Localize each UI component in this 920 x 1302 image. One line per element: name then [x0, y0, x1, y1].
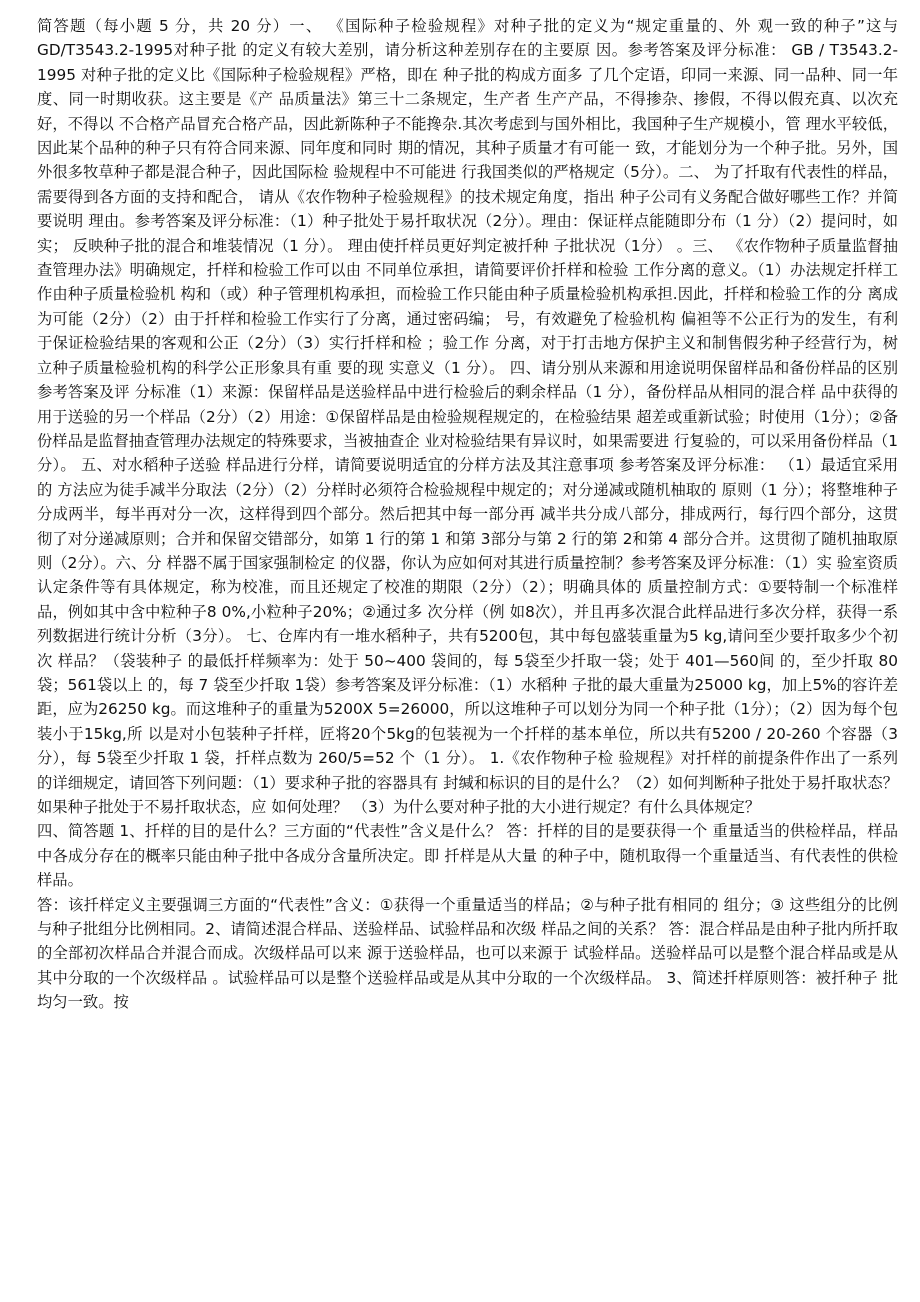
paragraph-sampling-definition: 答：该扦样定义主要强调三方面的“代表性”含义：①获得一个重量适当的样品；②与种子批有相同的 组分；③ 这些组分的比例与种子批组分比例相同。2、请简述混合样品、送验样品、试验样品和次级 样品之间的关系？ 答：混合样品是由种子批内所扦取的全部初次样品合并混合而成。次级样品可以来 源于送验样品，也可以来源于 试验样品。送验样品可以是整个混合样品或是从其中分取的一个次级样品 。试验样品可以是整个送验样品或是从其中分取的一个次级样品。 3、简述扦样原则答：被扦种子 批均匀一致。按 [37, 895, 898, 1012]
paragraph-answers: 简答题（每小题 5 分，共 20 分）一、 《国际种子检验规程》对种子批的定义为“规定重量的、外 观一致的种子”这与GD/T3543.2-1995对种子批 的定义有较大差别，请分析这种差别存在的主要原 因。参考答案及评分标准： GB / T3543.2-1995 对种子批的定义比《国际种子检验规程》严格，即在 种子批的构成方面多 了几个定语，印同一来源、同一品种、同一年度、同一时期收获。这主要是《产 品质量法》第三十二条规定，生产者 生产产品，不得掺杂、掺假，不得以假充真、以次充好，不得以 不合格产品冒充合格产品，因此新陈种子不能搀杂.其次考虑到与国外相比，我国种子生产规模小，管 理水平较低，因此某个品种的种子只有符合同来源、同年度和同时 期的情况，其种子质量才有可能一 致，才能划分为一个种子批。另外，国外很多牧草种子都是混合种子，因此国际检 验规程中不可能进 行我国类似的严格规定（5分）。二、 为了扦取有代表性的样品，需要得到各方面的支持和配合， 请从《农作物种子检验规程》的技术规定角度，指出 种子公司有义务配合做好哪些工作？并简要说明 理由。参考答案及评分标准：（1）种子批处于易扦取状况（2分）。理由：保证样点能随即分布（1 分）（2）提问时，如实； 反映种子批的混合和堆装情况（1 分）。 理由使扦样员更好判定被扦种 子批状况（1分） 。三、 《农作物种子质量监督抽查管理办法》明确规定，扦样和检验工作可以由 不同单位承担，请简要评价扦样和检验 工作分离的意义。（1）办法规定扦样工作由种子质量检验机 构和（或）种子管理机构承担，而检验工作只能由种子质量检验机构承担.因此，扦样和检验工作的分 离成为可能（2分）（2）由于扦样和检验工作实行了分离，通过密码编； 号，有效避免了检验机构 偏袒等不公正行为的发生，有利于保证检验结果的客观和公正（2分）（3）实行扦样和检 ；验工作 分离，对于打击地方保护主义和制售假劣种子经营行为，树立种子质量检验机构的科学公正形象具有重 要的现 实意义（1 分）。 四、请分别从来源和用途说明保留样品和备份样品的区别 参考答案及评 分标准（1）来源：保留样品是送验样品中进行检验后的剩余样品（1 分），备份样品从相同的混合样 品中获得的用于送验的另一个样品（2分）（2）用途：①保留样品是由检验规程规定的，在检验结果 超差或重新试验；时使用（1分）；②备份样品是监督抽查管理办法规定的特殊要求，当被抽查企 业对检验结果有异议时，如果需要进 行复验的，可以采用备份样品（1分）。 五、对水稻种子送验 样品进行分样，请简要说明适宜的分样方法及其注意事项 参考答案及评分标准： （1）最适宜采用的 方法应为徒手减半分取法（2分）（2）分样时必须符合检验规程中规定的；对分递减或随机柚取的 原则（1 分）；将整堆种子分成两半，每半再对分一次，这样得到四个部分。然后把其中每一部分再 减半共分成八部分，排成两行，每行四个部分，这贯彻了对分递减原则；合并和保留交错部分，如第 1 行的第 1 和第 3部分与第 2 行的第 2和第 4 部分合并。这贯彻了随机抽取原则（2分）。六、分 样器不属于国家强制检定 的仪器，你认为应如何对其进行质量控制？参考答案及评分标准：（1）实 验室资质认定条件等有具体规定，称为校准，而且还规定了校准的期限（2分）（2）；明确具体的 质量控制方式：①要特制一个标准样品，例如其中含中粒种子8 0%,小粒种子20%；②通过多 次分样（例 如8次），并且再多次混合此样品进行多次分样，获得一系列数据进行统计分析（3分）。 七、仓库内有一堆水稻种子，共有5200包，其中每包盛装重量为5 kg,请问至少要扦取多少个初次 样品？（袋装种子 的最低扦样频率为：处于 50~400 袋间的，每 5袋至少扦取一袋；处于 401—560间 的，至少扦取 80 袋；561袋以上 的，每 7 袋至少扦取 1袋）参考答案及评分标准：（1）水稻种 子批的最大重量为25000 kg，加上5%的容许差距，应为26250 kg。而这堆种子的重量为5200X 5=26000，所以这堆种子可以划分为同一个种子批（1分）；（2）因为每个包装小于15kg,所 以是对小包装种子扦样，匠将20个5kg的包装视为一个扦样的基本单位，所以共有5200 / 20-260 个容器（3分），每 5袋至少扦取 1 袋，扦样点数为 260/5=52 个（1 分）。 1.《农作物种子检 验规程》对扦样的前提条件作出了一系列的详细规定，请回答下列问题：（1）要求种子批的容器具有 封缄和标识的目的是什么？（2）如何判断种子批处于易扦取状态？如果种子批处于不易扦取状态，应 如何处理？ （3）为什么要对种子批的大小进行规定？有什么具体规定？ [37, 17, 898, 816]
paragraph-sampling-purpose: 四、简答题 1、扦样的目的是什么？三方面的“代表性”含义是什么？ 答：扦样的目的是要获得一个 重量适当的供检样品，样品中各成分存在的概率只能由种子批中各成分含量所决定。即 扦样是从大量 的种子中，随机取得一个重量适当、有代表性的供检样品。 [37, 822, 898, 890]
